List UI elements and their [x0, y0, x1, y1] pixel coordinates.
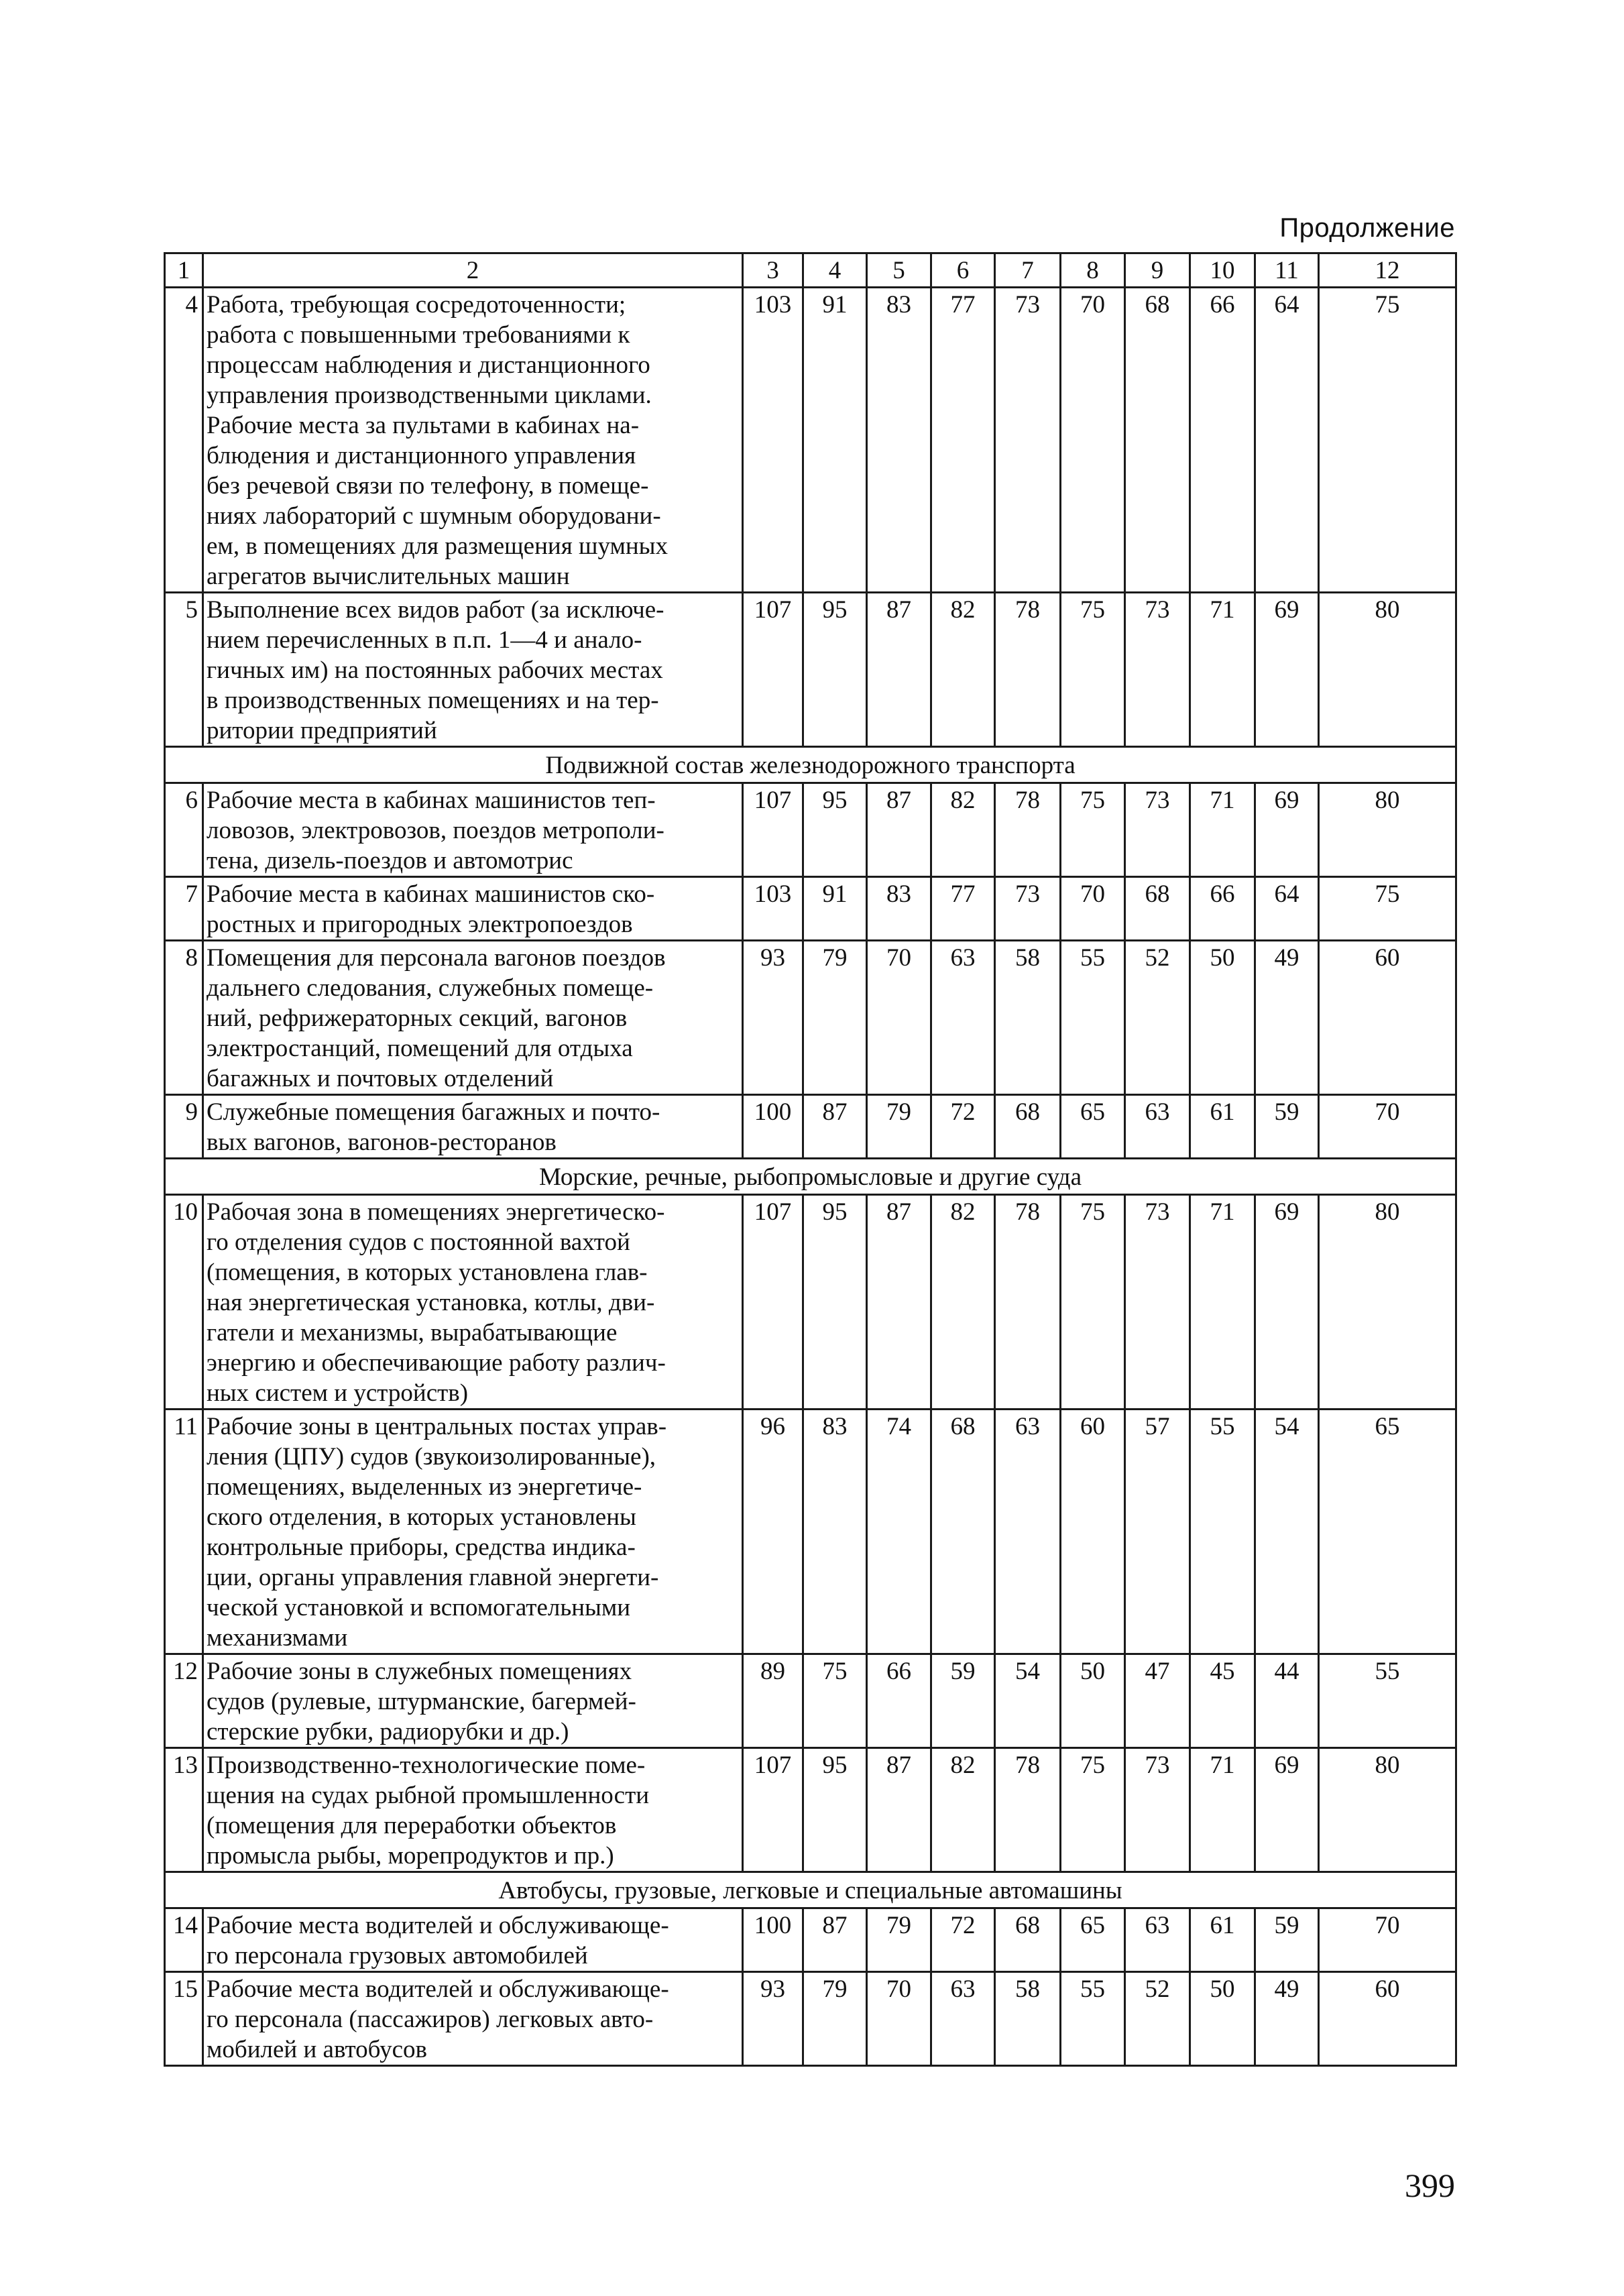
table-row	[165, 1748, 1456, 1872]
value-cell: 82	[931, 593, 995, 747]
row-number: 5	[165, 593, 203, 747]
value-cell: 59	[1255, 1908, 1319, 1972]
header-cell: 7	[995, 253, 1061, 288]
continuation-label: Продолжение	[1279, 213, 1455, 243]
value-cell: 60	[1061, 1410, 1125, 1654]
noise-norms-table	[164, 252, 1457, 2067]
row-description	[203, 1908, 743, 1972]
value-cell: 59	[931, 1654, 995, 1748]
value-cell: 52	[1125, 1972, 1190, 2066]
value-cell: 103	[743, 288, 803, 593]
row-number: 14	[165, 1908, 203, 1972]
description-line: Работа, требующая сосредоточенности;	[207, 291, 626, 319]
value-cell: 96	[743, 1410, 803, 1654]
value-cell: 73	[1125, 1748, 1190, 1872]
value-cell: 68	[995, 1095, 1061, 1159]
value-cell: 69	[1255, 783, 1319, 877]
row-description	[203, 288, 743, 593]
value-cell: 87	[867, 593, 931, 747]
value-cell: 68	[931, 1410, 995, 1654]
header-row	[165, 253, 1456, 288]
header-cell: 5	[867, 253, 931, 288]
section-row	[165, 1159, 1456, 1195]
value-cell: 68	[995, 1908, 1061, 1972]
description-line: в производственных помещениях и на тер-	[207, 687, 659, 714]
row-description	[203, 593, 743, 747]
table-row	[165, 783, 1456, 877]
value-cell: 64	[1255, 288, 1319, 593]
value-cell: 77	[931, 288, 995, 593]
table-row	[165, 1654, 1456, 1748]
value-cell: 74	[867, 1410, 931, 1654]
row-description	[203, 1410, 743, 1654]
value-cell: 50	[1190, 1972, 1255, 2066]
value-cell: 70	[1319, 1095, 1456, 1159]
value-cell: 63	[995, 1410, 1061, 1654]
description-line: ческой установкой и вспомогательными	[207, 1594, 631, 1621]
section-row	[165, 747, 1456, 783]
value-cell: 73	[1125, 593, 1190, 747]
description-line: ского отделения, в которых установлены	[207, 1503, 636, 1531]
value-cell: 69	[1255, 1748, 1319, 1872]
value-cell: 91	[803, 288, 867, 593]
value-cell: 78	[995, 1195, 1061, 1410]
value-cell: 75	[803, 1654, 867, 1748]
value-cell: 54	[1255, 1410, 1319, 1654]
description-line: электростанций, помещений для отдыха	[207, 1035, 633, 1062]
row-number: 8	[165, 941, 203, 1095]
value-cell: 68	[1125, 877, 1190, 941]
value-cell: 95	[803, 593, 867, 747]
row-description	[203, 877, 743, 941]
description-line: ритории предприятий	[207, 717, 437, 744]
value-cell: 60	[1319, 941, 1456, 1095]
value-cell: 73	[1125, 783, 1190, 877]
value-cell: 65	[1061, 1095, 1125, 1159]
row-description	[203, 1095, 743, 1159]
header-cell: 2	[203, 253, 743, 288]
section-title: Автобусы, грузовые, легковые и специальные автомашины	[165, 1872, 1456, 1908]
value-cell: 71	[1190, 1748, 1255, 1872]
value-cell: 83	[867, 288, 931, 593]
value-cell: 100	[743, 1908, 803, 1972]
value-cell: 70	[1319, 1908, 1456, 1972]
row-description	[203, 1748, 743, 1872]
value-cell: 75	[1061, 1748, 1125, 1872]
value-cell: 55	[1061, 941, 1125, 1095]
description-line: ний, рефрижераторных секций, вагонов	[207, 1005, 628, 1032]
description-line: Рабочие места в кабинах машинистов ско-	[207, 880, 655, 908]
description-line: го персонала грузовых автомобилей	[207, 1942, 588, 1969]
value-cell: 65	[1319, 1410, 1456, 1654]
description-line: гичных им) на постоянных рабочих местах	[207, 656, 663, 684]
value-cell: 95	[803, 783, 867, 877]
description-line: вых вагонов, вагонов-ресторанов	[207, 1129, 557, 1156]
value-cell: 70	[867, 1972, 931, 2066]
value-cell: 82	[931, 1748, 995, 1872]
value-cell: 71	[1190, 1195, 1255, 1410]
header-cell: 3	[743, 253, 803, 288]
value-cell: 75	[1319, 877, 1456, 941]
value-cell: 71	[1190, 593, 1255, 747]
value-cell: 80	[1319, 783, 1456, 877]
description-line: Рабочие зоны в центральных постах управ-	[207, 1413, 667, 1440]
value-cell: 95	[803, 1195, 867, 1410]
value-cell: 79	[867, 1095, 931, 1159]
value-cell: 60	[1319, 1972, 1456, 2066]
description-line: багажных и почтовых отделений	[207, 1065, 554, 1092]
row-description	[203, 1195, 743, 1410]
value-cell: 87	[803, 1908, 867, 1972]
value-cell: 58	[995, 941, 1061, 1095]
description-line: контрольные приборы, средства индика-	[207, 1534, 636, 1561]
description-line: тена, дизель-поездов и автомотрис	[207, 847, 573, 874]
value-cell: 63	[1125, 1908, 1190, 1972]
row-number: 13	[165, 1748, 203, 1872]
value-cell: 61	[1190, 1095, 1255, 1159]
description-line: механизмами	[207, 1624, 348, 1652]
description-line: ления (ЦПУ) судов (звукоизолированные),	[207, 1443, 656, 1471]
description-line: го отделения судов с постоянной вахтой	[207, 1228, 630, 1256]
value-cell: 87	[867, 783, 931, 877]
value-cell: 87	[867, 1195, 931, 1410]
description-line: щения на судах рыбной промышленности	[207, 1782, 650, 1809]
value-cell: 73	[1125, 1195, 1190, 1410]
section-title: Подвижной состав железнодорожного транспорта	[165, 747, 1456, 783]
value-cell: 49	[1255, 1972, 1319, 2066]
value-cell: 65	[1061, 1908, 1125, 1972]
value-cell: 63	[931, 1972, 995, 2066]
value-cell: 95	[803, 1748, 867, 1872]
description-line: управления производственными циклами.	[207, 382, 652, 409]
value-cell: 44	[1255, 1654, 1319, 1748]
table-row	[165, 1908, 1456, 1972]
value-cell: 100	[743, 1095, 803, 1159]
table-row	[165, 1972, 1456, 2066]
row-number: 4	[165, 288, 203, 593]
page-number: 399	[1405, 2167, 1455, 2204]
table-row	[165, 1095, 1456, 1159]
value-cell: 103	[743, 877, 803, 941]
value-cell: 80	[1319, 1195, 1456, 1410]
description-line: блюдения и дистанционного управления	[207, 442, 636, 469]
description-line: агрегатов вычислительных машин	[207, 563, 570, 590]
row-description	[203, 783, 743, 877]
value-cell: 66	[1190, 288, 1255, 593]
description-line: промысла рыбы, морепродуктов и пр.)	[207, 1842, 614, 1870]
description-line: ем, в помещениях для размещения шумных	[207, 532, 669, 560]
section-row	[165, 1872, 1456, 1908]
value-cell: 78	[995, 783, 1061, 877]
description-line: нием перечисленных в п.п. 1—4 и анало-	[207, 626, 642, 654]
description-line: энергию и обеспечивающие работу различ-	[207, 1349, 666, 1377]
value-cell: 58	[995, 1972, 1061, 2066]
value-cell: 83	[867, 877, 931, 941]
value-cell: 82	[931, 783, 995, 877]
description-line: Рабочие места водителей и обслуживающе-	[207, 1912, 669, 1939]
description-line: Служебные помещения багажных и почто-	[207, 1098, 660, 1126]
value-cell: 55	[1061, 1972, 1125, 2066]
table-row	[165, 941, 1456, 1095]
value-cell: 63	[931, 941, 995, 1095]
description-line: без речевой связи по телефону, в помеще-	[207, 472, 649, 500]
value-cell: 71	[1190, 783, 1255, 877]
value-cell: 70	[1061, 288, 1125, 593]
value-cell: 75	[1061, 593, 1125, 747]
value-cell: 93	[743, 941, 803, 1095]
value-cell: 82	[931, 1195, 995, 1410]
value-cell: 70	[867, 941, 931, 1095]
value-cell: 89	[743, 1654, 803, 1748]
value-cell: 73	[995, 288, 1061, 593]
value-cell: 47	[1125, 1654, 1190, 1748]
description-line: работа с повышенными требованиями к	[207, 321, 630, 349]
value-cell: 87	[803, 1095, 867, 1159]
value-cell: 75	[1319, 288, 1456, 593]
value-cell: 107	[743, 1195, 803, 1410]
row-description	[203, 1972, 743, 2066]
row-number: 9	[165, 1095, 203, 1159]
value-cell: 107	[743, 783, 803, 877]
section-title: Морские, речные, рыбопромысловые и другие суда	[165, 1159, 1456, 1195]
header-cell: 9	[1125, 253, 1190, 288]
description-line: ции, органы управления главной энергети-	[207, 1564, 659, 1591]
value-cell: 80	[1319, 1748, 1456, 1872]
value-cell: 91	[803, 877, 867, 941]
row-number: 10	[165, 1195, 203, 1410]
description-line: Рабочая зона в помещениях энергетическо-	[207, 1198, 665, 1226]
description-line: дальнего следования, служебных помеще-	[207, 974, 654, 1002]
value-cell: 52	[1125, 941, 1190, 1095]
value-cell: 45	[1190, 1654, 1255, 1748]
value-cell: 50	[1061, 1654, 1125, 1748]
value-cell: 64	[1255, 877, 1319, 941]
value-cell: 70	[1061, 877, 1125, 941]
table-row	[165, 593, 1456, 747]
row-description	[203, 941, 743, 1095]
value-cell: 66	[1190, 877, 1255, 941]
description-line: ниях лабораторий с шумным оборудовани-	[207, 502, 661, 530]
value-cell: 107	[743, 593, 803, 747]
value-cell: 69	[1255, 593, 1319, 747]
table-row	[165, 1195, 1456, 1410]
header-cell: 1	[165, 253, 203, 288]
value-cell: 54	[995, 1654, 1061, 1748]
description-line: ростных и пригородных электропоездов	[207, 911, 633, 938]
header-cell: 12	[1319, 253, 1456, 288]
description-line: стерские рубки, радиорубки и др.)	[207, 1718, 569, 1745]
value-cell: 73	[995, 877, 1061, 941]
value-cell: 68	[1125, 288, 1190, 593]
value-cell: 49	[1255, 941, 1319, 1095]
value-cell: 66	[867, 1654, 931, 1748]
value-cell: 72	[931, 1908, 995, 1972]
description-line: Рабочие места за пультами в кабинах на-	[207, 412, 640, 439]
value-cell: 55	[1190, 1410, 1255, 1654]
header-cell: 4	[803, 253, 867, 288]
row-description	[203, 1654, 743, 1748]
value-cell: 69	[1255, 1195, 1319, 1410]
value-cell: 77	[931, 877, 995, 941]
header-cell: 8	[1061, 253, 1125, 288]
row-number: 12	[165, 1654, 203, 1748]
description-line: Рабочие места водителей и обслуживающе-	[207, 1975, 669, 2003]
description-line: гатели и механизмы, вырабатывающие	[207, 1319, 618, 1346]
description-line: го персонала (пассажиров) легковых авто-	[207, 2006, 654, 2033]
description-line: помещениях, выделенных из энергетиче-	[207, 1473, 642, 1501]
value-cell: 75	[1061, 1195, 1125, 1410]
header-cell: 10	[1190, 253, 1255, 288]
table-row	[165, 877, 1456, 941]
description-line: судов (рулевые, штурманские, багермей-	[207, 1688, 636, 1715]
value-cell: 78	[995, 1748, 1061, 1872]
value-cell: 79	[867, 1908, 931, 1972]
value-cell: 87	[867, 1748, 931, 1872]
value-cell: 59	[1255, 1095, 1319, 1159]
row-number: 11	[165, 1410, 203, 1654]
table-row	[165, 288, 1456, 593]
value-cell: 75	[1061, 783, 1125, 877]
value-cell: 107	[743, 1748, 803, 1872]
value-cell: 57	[1125, 1410, 1190, 1654]
description-line: Производственно-технологические поме-	[207, 1752, 646, 1779]
table-row	[165, 1410, 1456, 1654]
row-number: 6	[165, 783, 203, 877]
description-line: мобилей и автобусов	[207, 2036, 427, 2063]
table-body	[165, 253, 1456, 2066]
description-line: Выполнение всех видов работ (за исключе-	[207, 596, 664, 624]
description-line: Помещения для персонала вагонов поездов	[207, 944, 666, 972]
description-line: (помещения для переработки объектов	[207, 1812, 617, 1839]
header-cell: 11	[1255, 253, 1319, 288]
value-cell: 50	[1190, 941, 1255, 1095]
value-cell: 78	[995, 593, 1061, 747]
description-line: Рабочие зоны в служебных помещениях	[207, 1658, 632, 1685]
value-cell: 79	[803, 1972, 867, 2066]
value-cell: 63	[1125, 1095, 1190, 1159]
value-cell: 80	[1319, 593, 1456, 747]
row-number: 7	[165, 877, 203, 941]
value-cell: 61	[1190, 1908, 1255, 1972]
header-cell: 6	[931, 253, 995, 288]
description-line: Рабочие места в кабинах машинистов теп-	[207, 787, 656, 814]
row-number: 15	[165, 1972, 203, 2066]
value-cell: 79	[803, 941, 867, 1095]
value-cell: 93	[743, 1972, 803, 2066]
value-cell: 72	[931, 1095, 995, 1159]
value-cell: 83	[803, 1410, 867, 1654]
description-line: (помещения, в которых установлена глав-	[207, 1259, 648, 1286]
value-cell: 55	[1319, 1654, 1456, 1748]
description-line: ловозов, электровозов, поездов метрополи-	[207, 817, 664, 844]
description-line: ная энергетическая установка, котлы, дви-	[207, 1289, 655, 1316]
description-line: процессам наблюдения и дистанционного	[207, 351, 650, 379]
description-line: ных систем и устройств)	[207, 1379, 469, 1407]
